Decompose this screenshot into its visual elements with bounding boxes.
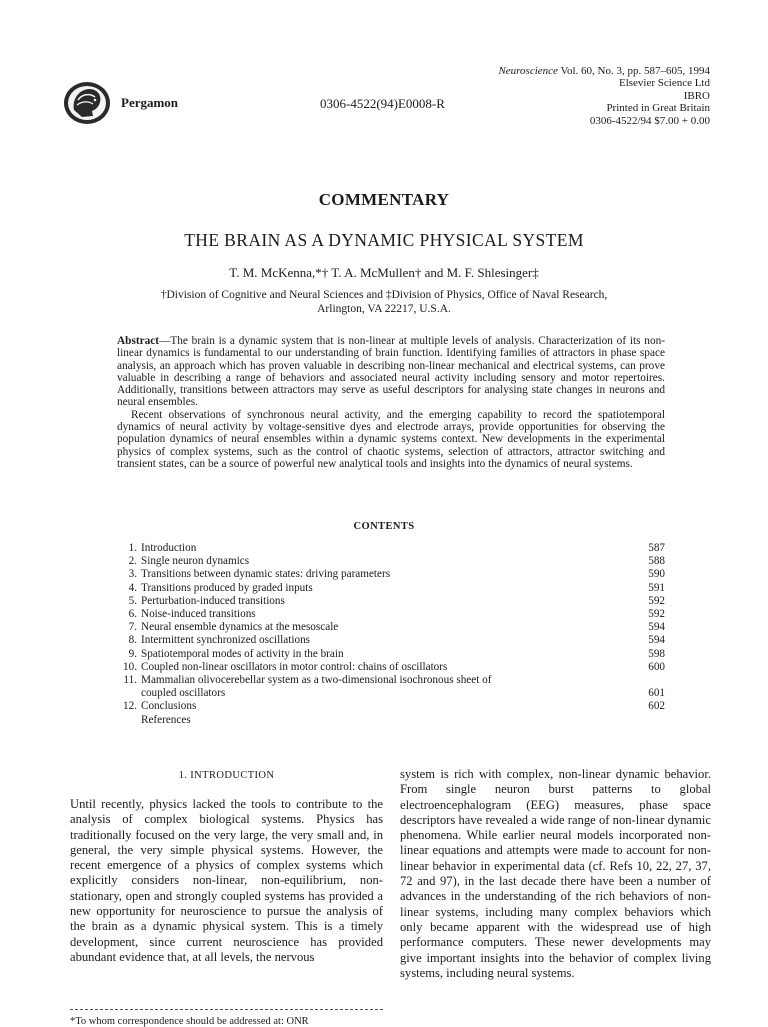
toc-page-number: 592 — [648, 594, 665, 607]
publisher-logo-icon — [62, 80, 112, 126]
toc-entry — [117, 608, 665, 621]
toc-page-number: 594 — [648, 634, 665, 647]
contents-heading: CONTENTS — [353, 521, 415, 532]
affiliation-line-2: Arlington, VA 22217, U.S.A. — [317, 303, 451, 315]
toc-title: Introduction — [141, 542, 197, 554]
organization: IBRO — [683, 89, 710, 102]
toc-entry — [117, 674, 665, 687]
toc-title: Spatiotemporal modes of activity in the brain — [141, 647, 344, 660]
toc-entry — [117, 687, 665, 700]
toc-number: 4. — [128, 581, 137, 594]
toc-page-number: 590 — [648, 568, 665, 581]
toc-entry — [117, 700, 665, 713]
toc-page-number: 588 — [648, 555, 665, 568]
toc-entry — [117, 621, 665, 634]
toc-title: Perturbation-induced transitions — [141, 594, 285, 607]
journal-citation-line — [450, 65, 710, 77]
toc-entry — [117, 714, 665, 727]
toc-page-number: 602 — [648, 700, 665, 713]
copyright-holder: Elsevier Science Ltd — [618, 77, 710, 90]
article-title: THE BRAIN AS A DYNAMIC PHYSICAL SYSTEM — [184, 230, 584, 250]
abstract-paragraph-1 — [117, 335, 665, 409]
toc-entry — [117, 568, 665, 581]
toc-page-number: 592 — [648, 608, 665, 621]
toc-entry — [117, 542, 665, 555]
toc-entry — [117, 661, 665, 674]
toc-number: 2. — [128, 555, 137, 568]
toc-title: Noise-induced transitions — [141, 608, 256, 621]
toc-page-number: 587 — [648, 542, 665, 554]
toc-entry — [117, 634, 665, 647]
toc-title: Transitions between dynamic states: driving parameters — [141, 568, 391, 581]
toc-number: 10. — [123, 660, 137, 673]
printed-location: Printed in Great Britain — [606, 102, 710, 115]
journal-name: Neuroscience — [498, 65, 558, 77]
toc-title: Mammalian olivocerebellar system as a two-dimensional isochronous sheet of — [141, 674, 492, 687]
toc-number: 1. — [128, 542, 137, 554]
body-paragraph: system is rich with complex, non-linear dynamic behavior. From single neuron burst patterns to global electroencephalogram (EEG) measures, phase space descriptors have revealed a wide range of non-linear dynamic phenomena. While earlier neural models incorporated non-linear equations and attempts were made to account for non-linear behavior in experimental data (cf. Refs 10, 22, 27, 37, 72 and 97), in the last decade there have been a number of advances in the understanding of the rich behaviors of non-linear systems, including many complex behaviors which only became apparent with the widespread use of high performance computers. These newer developments may give important insights into the behavior of complex living systems, including neural systems. — [400, 767, 711, 980]
article-price: 0306-4522/94 $7.00 + 0.00 — [589, 114, 710, 127]
toc-page-number — [625, 674, 665, 687]
body-column-right — [400, 767, 711, 981]
toc-number: 8. — [128, 634, 137, 647]
affiliation — [120, 288, 648, 316]
toc-title: Coupled non-linear oscillators in motor control: chains of oscillators — [141, 660, 448, 673]
article-code: 0306-4522(94)E0008-R — [320, 96, 445, 111]
authors: T. M. McKenna,*† T. A. McMullen† and M. F. Shlesinger‡ — [229, 265, 539, 280]
toc-title: Transitions produced by graded inputs — [141, 581, 313, 594]
toc-page-number: 591 — [648, 581, 665, 594]
section-label: COMMENTARY — [318, 190, 450, 209]
toc-number: 12. — [123, 700, 137, 713]
footnote: *To whom correspondence should be addressed at: ONR — [70, 1016, 309, 1027]
journal-info — [450, 65, 710, 127]
footnote-divider — [70, 1009, 383, 1010]
abstract-text-1: —The brain is a dynamic system that is non-linear at multiple levels of analysis. Characterization of its non-linear dynamics is fundamental to our understanding of brain function. Identifying families of attractors in phase space analysis, an approach which has proven valuable in describing non-linear mechanical and electrical systems, can prove valuable in describing a range of behaviors and associated neural activity including sensory and motor repertoires. Additionally, transitions between attractors may serve as useful descriptors for analysing state changes in neurons and neural ensembles. — [117, 335, 665, 409]
toc-page-number: 601 — [648, 687, 665, 700]
toc-entry — [117, 648, 665, 661]
toc-title: coupled oscillators — [141, 687, 226, 700]
toc-title: Conclusions — [141, 700, 197, 713]
abstract — [117, 335, 665, 470]
abstract-paragraph-2: Recent observations of synchronous neural activity, and the emerging capability to record the spatiotemporal dynamics of neural activity by voltage-sensitive dyes and electrode arrays, provide opportunities for observing the population dynamics of neural ensembles within a dynamic systems context. New developments in the experimental physics of complex systems, such as the control of chaotic systems, selection of attractors, attractor switching and transient states, can be a source of powerful new analytical tools and insights into the dynamics of neural systems. — [117, 408, 665, 470]
publisher-name: Pergamon — [121, 95, 179, 110]
toc-number — [117, 687, 137, 700]
toc-number: 11. — [123, 674, 137, 687]
journal-citation: Vol. 60, No. 3, pp. 587–605, 1994 — [557, 65, 710, 77]
toc-title: References — [141, 713, 191, 726]
toc-entry — [117, 582, 665, 595]
toc-title: Neural ensemble dynamics at the mesoscale — [141, 621, 339, 634]
toc-number: 9. — [128, 647, 137, 660]
toc-entry — [117, 555, 665, 568]
table-of-contents — [117, 542, 665, 727]
abstract-lead: Abstract — [117, 335, 160, 347]
toc-title: Single neuron dynamics — [141, 555, 250, 568]
toc-title: Intermittent synchronized oscillations — [141, 634, 311, 647]
body-column-left — [70, 797, 383, 965]
toc-page-number: 598 — [648, 647, 665, 660]
toc-number: 7. — [128, 621, 137, 634]
toc-page-number — [625, 714, 665, 727]
toc-number: 6. — [128, 608, 137, 621]
toc-page-number: 594 — [648, 621, 665, 634]
toc-number — [117, 714, 137, 727]
body-paragraph: Until recently, physics lacked the tools to contribute to the analysis of complex biological systems. Physics has traditionally focused on the very large, the very small and, in general, the very simple physical systems. However, the recent emergence of a physics of complex systems which explicitly considers non-linear, non-equilibrium, non-stationary, open and strongly coupled systems has provided a new opportunity for neuroscience to pursue the analysis of the brain as a dynamic physical system. This is a timely development, since current neuroscience has provided abundant evidence that, at all levels, the nervous — [70, 797, 383, 964]
affiliation-line-1: †Division of Cognitive and Neural Sciences and ‡Division of Physics, Office of Naval Research, — [160, 289, 608, 301]
toc-entry — [117, 595, 665, 608]
toc-page-number: 600 — [648, 660, 665, 673]
toc-number: 5. — [128, 594, 137, 607]
section-heading-introduction: 1. INTRODUCTION — [178, 770, 275, 781]
toc-number: 3. — [128, 568, 137, 581]
